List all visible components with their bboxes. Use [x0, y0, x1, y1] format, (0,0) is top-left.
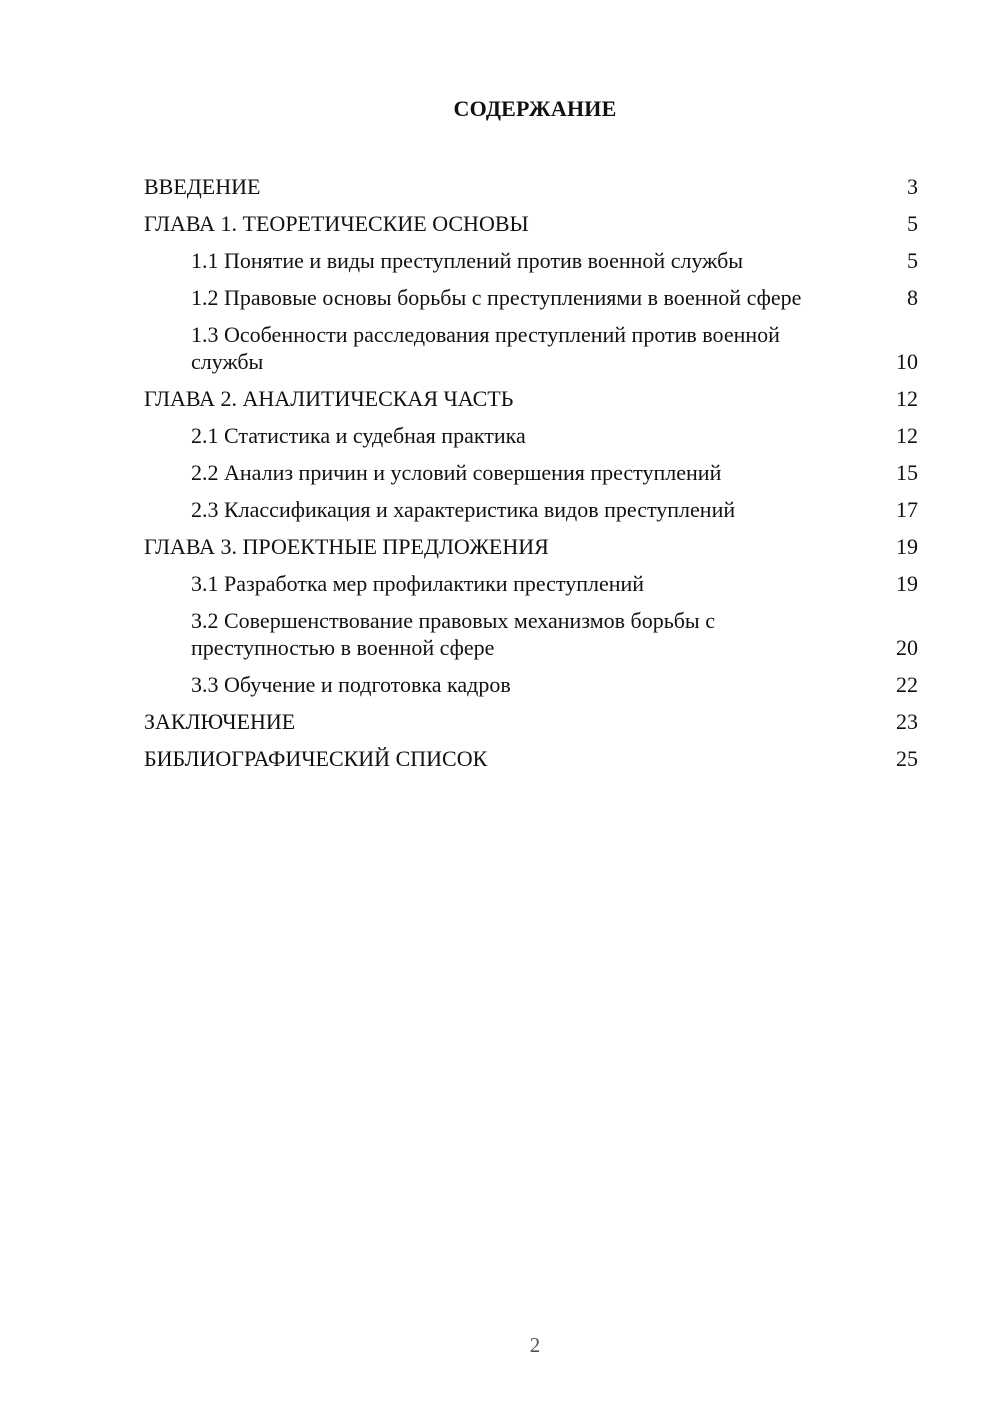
toc-entry-page: 22	[896, 672, 918, 697]
toc-entry-page: 17	[896, 497, 918, 522]
toc-entry-label: 3.2 Совершенствование правовых механизмов борьбы с преступностью в военной сфере	[191, 608, 715, 660]
toc-entry-page: 10	[896, 349, 918, 374]
toc-entry-label: 3.1 Разработка мер профилактики преступлений	[191, 571, 645, 596]
toc-entry-page: 20	[896, 635, 918, 660]
toc-entry-page: 5	[907, 211, 918, 236]
toc-entry-label: ГЛАВА 2. АНАЛИТИЧЕСКАЯ ЧАСТЬ	[144, 386, 514, 411]
toc-entry-page: 19	[896, 571, 918, 596]
toc-entry-chapter-2	[144, 380, 918, 417]
toc-entry-page: 23	[896, 709, 918, 734]
toc-entry-bibliography	[144, 740, 918, 777]
toc-entry-section-3-3	[144, 666, 918, 703]
toc-entry-label: ГЛАВА 1. ТЕОРЕТИЧЕСКИЕ ОСНОВЫ	[144, 211, 529, 236]
toc-entry-introduction	[144, 168, 918, 205]
toc-entry-page: 5	[907, 248, 918, 273]
toc-entry-chapter-1	[144, 205, 918, 242]
toc-entry-page: 19	[896, 534, 918, 559]
toc-entry-section-2-2	[144, 454, 918, 491]
toc-entry-label: ГЛАВА 3. ПРОЕКТНЫЕ ПРЕДЛОЖЕНИЯ	[144, 534, 549, 559]
toc-entry-page: 12	[896, 386, 918, 411]
toc-entry-section-1-3	[144, 316, 918, 380]
toc-entry-section-2-1	[144, 417, 918, 454]
toc-entry-page: 8	[907, 285, 918, 310]
toc-entry-section-1-1	[144, 242, 918, 279]
toc-entry-section-3-2	[144, 602, 918, 666]
toc-entry-label: 1.1 Понятие и виды преступлений против военной службы	[191, 248, 744, 273]
toc-entry-label: ВВЕДЕНИЕ	[144, 174, 261, 199]
toc-entry-label: ЗАКЛЮЧЕНИЕ	[144, 709, 296, 734]
toc-entry-chapter-3	[144, 528, 918, 565]
toc-entry-page: 25	[896, 746, 918, 771]
toc-title: СОДЕРЖАНИЕ	[453, 96, 617, 121]
toc-entry-page: 3	[907, 174, 918, 199]
toc-entry-page: 12	[896, 423, 918, 448]
toc-entry-label: 2.3 Классификация и характеристика видов преступлений	[191, 497, 736, 522]
toc-entry-label: 3.3 Обучение и подготовка кадров	[191, 672, 511, 697]
toc-entry-section-3-1	[144, 565, 918, 602]
toc-entry-label: 2.1 Статистика и судебная практика	[191, 423, 526, 448]
table-of-contents	[144, 168, 918, 777]
page-number: 2	[529, 1333, 541, 1357]
toc-entry-label: БИБЛИОГРАФИЧЕСКИЙ СПИСОК	[144, 746, 488, 771]
toc-entry-conclusion	[144, 703, 918, 740]
toc-entry-label: 1.3 Особенности расследования преступлений против военной службы	[191, 322, 780, 374]
toc-entry-label: 2.2 Анализ причин и условий совершения преступлений	[191, 460, 722, 485]
toc-entry-page: 15	[896, 460, 918, 485]
toc-entry-section-2-3	[144, 491, 918, 528]
toc-entry-label: 1.2 Правовые основы борьбы с преступлениями в военной сфере	[191, 285, 802, 310]
toc-entry-section-1-2	[144, 279, 918, 316]
